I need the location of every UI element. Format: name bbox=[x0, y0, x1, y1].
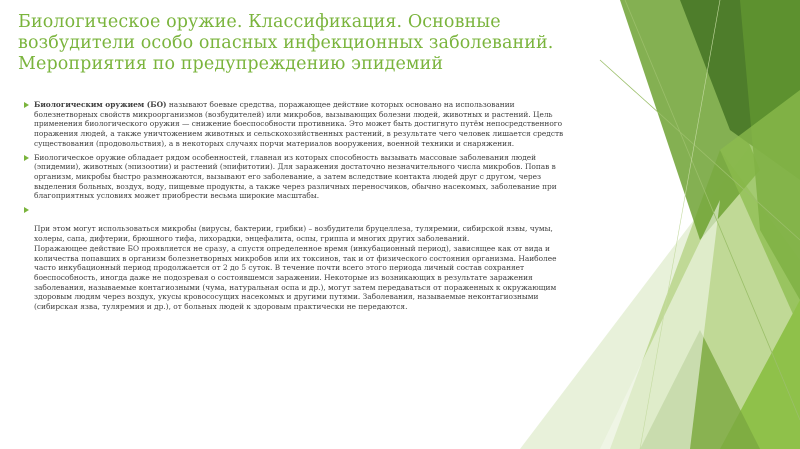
paragraph-text: При этом могут использоваться микробы (вирусы, бактерии, грибки) – возбудители бруцеллеза, туляремии, сибирской язвы, чумы, холеры, сапа, дифтерии, брюшного тифа, лихорадки, энцефалита, оспы, гриппа и многих других заболеваний. Поражающее действие БО проявляется не сразу, а спустя определенное время (инкубационный период), зависящее как от вида и количества попавших в организм болезнетворных микробов или их токсинов, так и от физического состояния организма. Наиболее часто инкубационный период продолжается от 2 до 5 суток. В течение почти всего этого периода личный состав сохраняет боеспособность, иногда даже не подозревая о состоявшемся заражении. Некоторые из возникающих в результате заражения заболевания, называемые контагиозными (чума, натуральная оспа и др.), могут затем передаваться от пораженных к окружающим здоровым людям через воздух, укусы кровососущих насекомых и другими путями. Заболевания, называемые неконтагиозными (сибирская язва, туляремия и др.), от больных людей к здоровым практически не передаются. bbox=[34, 224, 557, 312]
bullet-arrow-icon bbox=[24, 155, 29, 161]
bullet-arrow-icon bbox=[24, 102, 29, 108]
slide-title: Биологическое оружие. Классификация. Основные возбудители особо опасных инфекционных заболеваний. Мероприятия по предупреждению эпидемий bbox=[18, 12, 554, 74]
paragraph-definition bbox=[24, 100, 580, 149]
paragraph-pathogens bbox=[24, 205, 580, 312]
paragraph-text: Биологическое оружие обладает рядом особенностей, главная из которых способность вызывать массовые заболевания людей (эпидемии), животных (эпизоотии) и растений (эпифитотии). Для заражения достаточно незначительного числа микробов. Попав в организм, микробы быстро размножаются, вызывают его заболевание, а затем вследствие контакта людей друг с другом, через выделения больных, воздух, воду, пищевые продукты, а также через различных переносчиков, обычно насекомых, заболевание при благоприятных условиях может приобрести весьма широкие масштабы. bbox=[34, 152, 557, 201]
definition-term: Биологическим оружием (БО) bbox=[34, 100, 167, 109]
bullet-arrow-icon bbox=[24, 207, 29, 213]
paragraph-features bbox=[24, 153, 580, 202]
slide-body bbox=[24, 100, 580, 316]
paragraph-text: называют боевые средства, поражающее действие которых основано на использовании болезнетворных свойств микроорганизмов (возбудителей) или микробов, вызывающих болезни людей, животных и растений. Цель применения биологического оружия — снижение боеспособности противника. Это может быть достигнуто путём непосредственного поражения людей, а также уничтожением животных и сельскохозяйственных растений, в результате чего человек лишается средств существования (продовольствия), а в некоторых случаях порчи материалов вооружения, военной техники и снаряжения. bbox=[34, 100, 564, 148]
